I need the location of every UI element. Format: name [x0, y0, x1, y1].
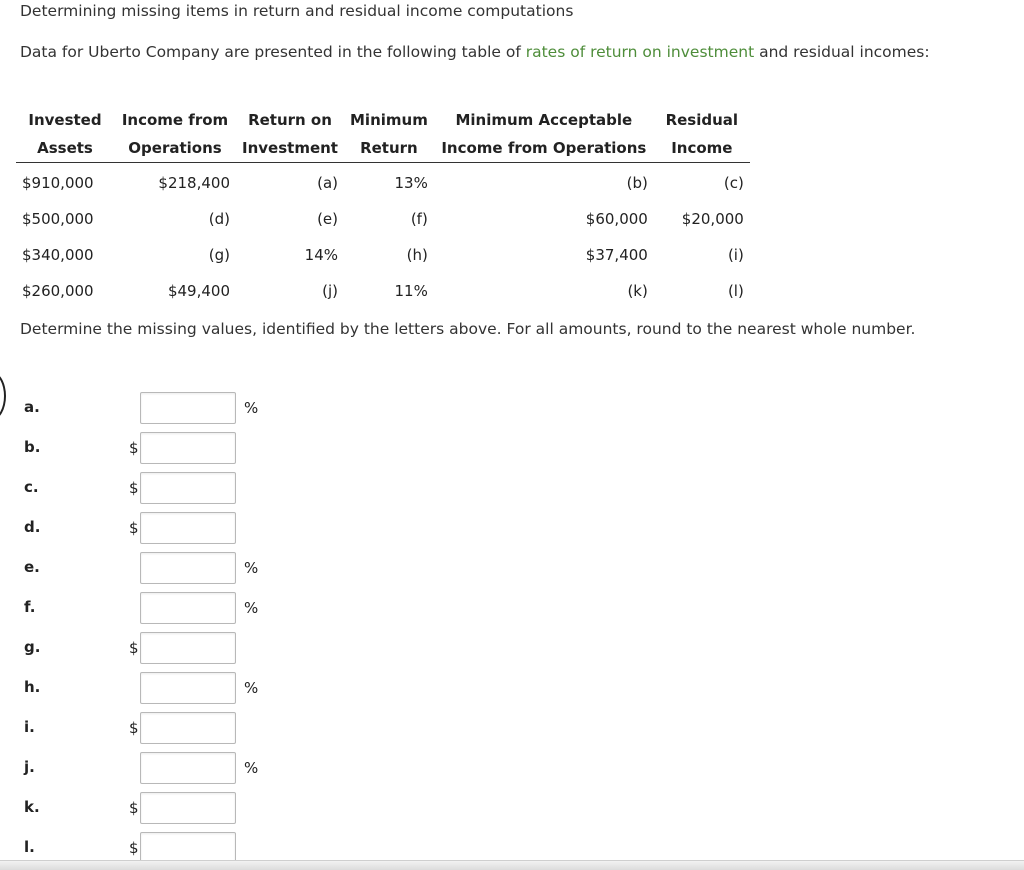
cell-income: $218,400: [158, 174, 230, 192]
header-residual-1: Residual: [665, 111, 739, 129]
answer-input[interactable]: [140, 672, 236, 704]
dollar-sign: $: [129, 519, 139, 537]
answer-row: [0, 672, 300, 704]
dollar-sign: $: [129, 839, 139, 857]
answer-label: j.: [24, 758, 35, 776]
cell-income: (g): [208, 246, 230, 264]
answer-input[interactable]: [140, 392, 236, 424]
cell-minacc: (b): [626, 174, 648, 192]
cell-roi: (a): [317, 174, 338, 192]
data-table: [16, 106, 750, 309]
answer-row: [0, 432, 300, 464]
cell-residual: $20,000: [681, 210, 744, 228]
intro-before: Data for Uberto Company are presented in the following table of: [20, 43, 526, 61]
cell-residual: (l): [727, 282, 744, 300]
cell-minreturn: 13%: [394, 174, 428, 192]
answer-row: [0, 512, 300, 544]
answer-label: l.: [24, 838, 35, 856]
answer-input[interactable]: [140, 432, 236, 464]
cell-minreturn: (h): [406, 246, 428, 264]
cell-roi: (e): [317, 210, 338, 228]
answer-input[interactable]: [140, 632, 236, 664]
instructions-text: Determine the missing values, identified by the letters above. For all amounts, round to the nearest whole number.: [20, 320, 916, 338]
answer-row: [0, 392, 300, 424]
table-row: [16, 163, 750, 202]
answer-label: d.: [24, 518, 41, 536]
answer-row: [0, 792, 300, 824]
answer-row: [0, 552, 300, 584]
cell-invested: $260,000: [22, 282, 94, 300]
cell-residual: (c): [723, 174, 744, 192]
header-minacc-2: Income from Operations: [434, 134, 654, 163]
cell-invested: $340,000: [22, 246, 94, 264]
cell-minacc: (k): [627, 282, 648, 300]
header-minacc-1: Minimum Acceptable: [455, 111, 633, 129]
header-income-1: Income from: [121, 111, 229, 129]
cell-income: $49,400: [167, 282, 230, 300]
answer-input[interactable]: [140, 512, 236, 544]
header-invested-2: Assets: [16, 134, 114, 163]
answer-label: f.: [24, 598, 36, 616]
answer-row: [0, 592, 300, 624]
header-roi-2: Investment: [236, 134, 344, 163]
page-title: Determining missing items in return and residual income computations: [20, 2, 574, 20]
intro-after: and residual incomes:: [754, 43, 930, 61]
table-row: [16, 237, 750, 273]
table-row: [16, 273, 750, 309]
answer-label: i.: [24, 718, 35, 736]
answer-row: [0, 752, 300, 784]
cell-income: (d): [208, 210, 230, 228]
cell-residual: (i): [727, 246, 744, 264]
answer-input[interactable]: [140, 472, 236, 504]
answer-input[interactable]: [140, 752, 236, 784]
answer-label: e.: [24, 558, 40, 576]
percent-sign: %: [244, 759, 259, 777]
percent-sign: %: [244, 679, 259, 697]
answer-label: a.: [24, 398, 40, 416]
header-residual-2: Income: [654, 134, 750, 163]
dollar-sign: $: [129, 439, 139, 457]
rates-of-return-link[interactable]: rates of return on investment: [525, 43, 755, 61]
intro-text: [20, 43, 930, 61]
header-row-1: [16, 106, 750, 134]
answer-label: b.: [24, 438, 41, 456]
header-minreturn-1: Minimum: [350, 111, 428, 129]
table-row: [16, 201, 750, 237]
answer-input[interactable]: [140, 712, 236, 744]
cell-minreturn: (f): [410, 210, 428, 228]
answer-row: [0, 712, 300, 744]
answer-input[interactable]: [140, 552, 236, 584]
dollar-sign: $: [129, 639, 139, 657]
answer-label: k.: [24, 798, 40, 816]
header-invested-1: Invested: [28, 111, 102, 129]
header-roi-1: Return on: [248, 111, 332, 129]
answer-input[interactable]: [140, 792, 236, 824]
cell-minacc: $37,400: [585, 246, 648, 264]
cell-invested: $910,000: [22, 174, 94, 192]
dollar-sign: $: [129, 479, 139, 497]
percent-sign: %: [244, 599, 259, 617]
answer-label: g.: [24, 638, 41, 656]
header-minreturn-2: Return: [344, 134, 434, 163]
header-income-2: Operations: [114, 134, 236, 163]
cell-invested: $500,000: [22, 210, 94, 228]
dollar-sign: $: [129, 799, 139, 817]
percent-sign: %: [244, 559, 259, 577]
percent-sign: %: [244, 399, 259, 417]
header-row-2: [16, 134, 750, 163]
cell-minreturn: 11%: [394, 282, 428, 300]
answer-label: h.: [24, 678, 41, 696]
cell-roi: 14%: [304, 246, 338, 264]
cell-minacc: $60,000: [585, 210, 648, 228]
cell-roi: (j): [322, 282, 338, 300]
dollar-sign: $: [129, 719, 139, 737]
answer-label: c.: [24, 478, 39, 496]
answer-row: [0, 472, 300, 504]
answer-input[interactable]: [140, 592, 236, 624]
answer-row: [0, 632, 300, 664]
